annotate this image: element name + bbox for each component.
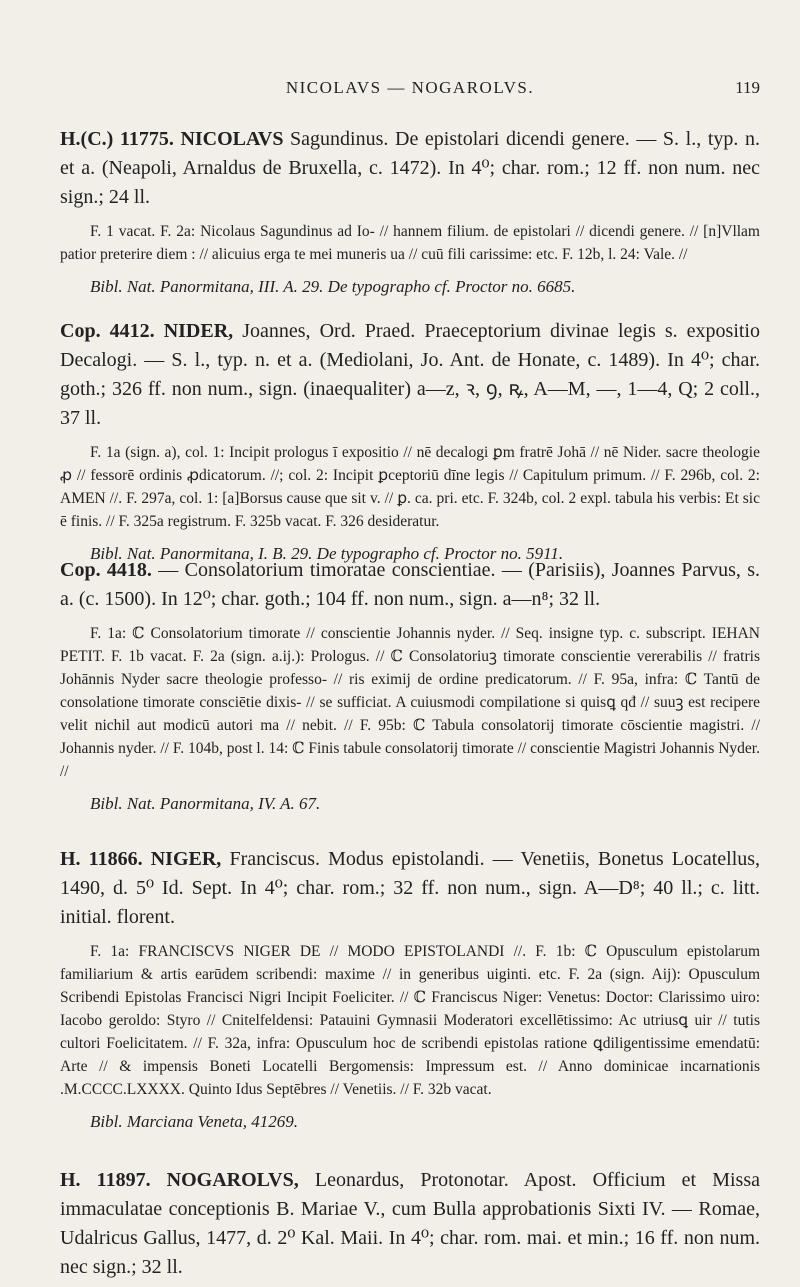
entry-number: H.(C.) 11775.	[60, 128, 174, 150]
entry-heading	[60, 1166, 760, 1282]
entry-number: Cop. 4412.	[60, 320, 155, 342]
entry-bibliography: Bibl. Marciana Veneta, 41269.	[90, 1112, 299, 1131]
catalogue-entry	[60, 845, 760, 1132]
entry-author: NIGER,	[150, 848, 222, 870]
entry-description: F. 1 vacat. F. 2a: Nicolaus Sagundinus ad Io- // hannem filium. de epistolari // dicendi genere. // [n]Vllam patior preterire diem : // alicuius erga te mei muneris ua // cuū fili carissime: etc. F. 12b, l. 24: Vale. //	[60, 223, 760, 263]
entry-number: H. 11866.	[60, 848, 143, 870]
entry-description: F. 1a: ℂ Consolatorium timorate // conscientie Johannis nyder. // Seq. insigne typ. c. subscript. IEHAN PETIT. F. 1b vacat. F. 2a (sign. a.ij.): Prologus. // ℂ Consolatoriuꝫ timorate conscientie vererabilis // fratris Johānnis Nyder sacre theologie professo- // ris eximij de ordine predicatorum. // F. 95a, infra: ℂ Tantū de consolatione timorate consciētie dixis- // se sufficiat. A cuiusmodi compilatione si quisꝗ qđ // suuꝫ est recipere velit nichil aut modicū autori ma // nebit. // F. 95b: ℂ Tabula consolatorij timorate cōscientie magistri. // Johannis nyder. // F. 104b, post l. 14: ℂ Finis tabule consolatorij timorate // conscientie Magistri Johannis Nyder. //	[60, 625, 760, 780]
entry-bibliography: Bibl. Nat. Panormitana, IV. A. 67.	[90, 794, 321, 813]
entry-title: Leonardus, Protonotar. Apost. Officium et Missa immaculatae conceptionis B. Mariae V., cum Bulla approbationis Sixti IV. — Romae, Udalricus Gallus, 1477, d. 2⁰ Kal. Maii. In 4⁰; char. rom. mai. et min.; 16 ff. non num. nec sign.; 32 ll.	[60, 1169, 760, 1278]
entry-description: F. 1a: FRANCISCVS NIGER DE // MODO EPISTOLANDI //. F. 1b: ℂ Opusculum epistolarum familiarium & artis earūdem scribendi: maxime // in generibus uiginti. etc. F. 2a (sign. Aij): Opusculum Scribendi Epistolas Francisci Nigri Incipit Foeliciter. // ℂ Franciscus Niger: Venetus: Doctor: Clarissimo uiro: Iacobo geroldo: Styro // Cnitelfeldensi: Patauini Gymnasii Moderatori excellētissimo: Ac utriusꝗ uir // tutis cultori Foelicitatem. // F. 32a, infra: Opusculum hoc de scribendi epistolas ratione ꝗdiligentissime emendatū: Arte // & impensis Boneti Locatelli Bergomensis: Impressum est. // Anno dominicae incarnationis .M.CCCC.LXXXX. Quinto Idus Septēbres // Venetiis. // F. 32b vacat.	[60, 943, 760, 1098]
entry-bibliography: Bibl. Nat. Panormitana, III. A. 29. De typographo cf. Proctor no. 6685.	[90, 277, 576, 296]
entry-author: NOGAROLVS,	[166, 1169, 299, 1191]
entry-author: NICOLAVS	[180, 128, 284, 150]
catalogue-page	[60, 0, 760, 1287]
catalogue-entry	[60, 1166, 760, 1282]
entry-number: Cop. 4418.	[60, 559, 152, 581]
entry-bibliography: Bibl. Nat. Panormitana, I. B. 29. De typographo cf. Proctor no. 5911.	[90, 544, 564, 563]
entry-title: Joannes, Ord. Praed. Praeceptorium divinae legis s. expositio Decalogi. — S. l., typ. n. et a. (Mediolani, Jo. Ant. de Honate, c. 1489). In 4⁰; char. goth.; 326 ff. non num., sign. (inaequaliter) a—z, ꝛ, ꝯ, ꝶ, A—M, —, 1—4, Q; 2 coll., 37 ll.	[60, 320, 760, 429]
entry-heading	[60, 556, 760, 614]
entry-author: NIDER,	[163, 320, 234, 342]
entry-title: — Consolatorium timoratae conscientiae. — (Parisiis), Joannes Parvus, s. a. (c. 1500). In 12⁰; char. goth.; 104 ff. non num., sign. a—n⁸; 32 ll.	[60, 559, 760, 610]
entry-heading	[60, 845, 760, 932]
entry-number: H. 11897.	[60, 1169, 151, 1191]
entry-title: Franciscus. Modus epistolandi. — Venetiis, Bonetus Locatellus, 1490, d. 5⁰ Id. Sept. In 4⁰; char. rom.; 32 ff. non num., sign. A—D⁸; 40 ll.; c. litt. initial. florent.	[60, 848, 761, 928]
catalogue-entry	[60, 556, 760, 814]
page-number: 119	[735, 78, 760, 97]
entry-description: F. 1a (sign. a), col. 1: Incipit prologus ī expositio // nē decalogi ꝑm fratrē Johā // nē Nider. sacre theologie ꝓ // fessorē ordinis ꝓdicatorum. //; col. 2: Incipit ꝑceptoriū dīne legis // Capitulum primum. // F. 296b, col. 2: AMEN //. F. 297a, col. 1: [a]Borsus cause que sit v. // ꝑ. ca. pri. etc. F. 324b, col. 2 expl. tabula his verbis: Et sic ē finis. // F. 325a registrum. F. 325b vacat. F. 326 desideratur.	[60, 444, 760, 530]
catalogue-entry	[60, 125, 760, 297]
entry-heading	[60, 125, 760, 212]
entry-heading	[60, 317, 760, 433]
catalogue-entry	[60, 317, 760, 564]
entry-title: Sagundinus. De epistolari dicendi genere. — S. l., typ. n. et a. (Neapoli, Arnaldus de Bruxella, c. 1472). In 4⁰; char. rom.; 12 ff. non num. nec sign.; 24 ll.	[60, 128, 760, 208]
running-head	[60, 78, 760, 104]
running-head-title: NICOLAVS — NOGAROLVS.	[285, 78, 535, 97]
